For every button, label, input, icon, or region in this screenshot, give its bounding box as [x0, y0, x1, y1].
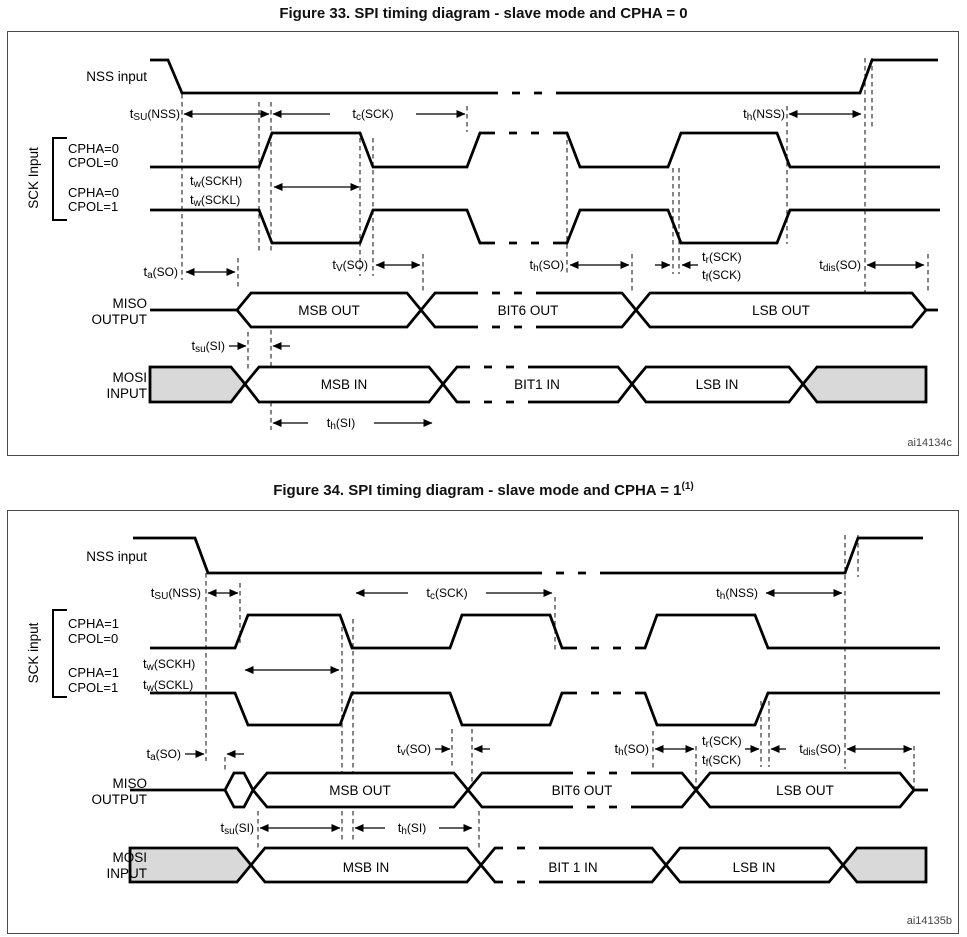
fig33-mosi-label-2: INPUT [106, 386, 147, 401]
fig34-mode-cpol0: CPOL=0 [68, 631, 119, 646]
fig33-watermark: ai14134c [907, 437, 952, 449]
fig33-mosi-label-1: MOSI [112, 370, 147, 385]
fig34-mode-cpha1a: CPHA=1 [68, 616, 119, 631]
fig33-miso-bit6-out: BIT6 OUT [497, 303, 559, 318]
fig34-nss-label: NSS input [86, 549, 147, 564]
fig33-mosi-bit1-in: BIT1 IN [514, 377, 560, 392]
fig34-watermark: ai14135b [906, 915, 952, 927]
fig33-tf-sck-label: tf(SCK) [702, 267, 742, 284]
fig34-miso-bit6-out: BIT6 OUT [551, 783, 613, 798]
fig34-tdis-so-label: tdis(SO) [799, 741, 841, 758]
fig34-mosi-lsb-in: LSB IN [732, 860, 776, 875]
fig33-mosi-msb-in: MSB IN [320, 377, 368, 392]
fig33-sck-bracket [53, 138, 67, 220]
figure33-diagram [8, 32, 958, 455]
fig33-nss-waveform [150, 60, 938, 93]
fig34-sck-group-label: SCK input [26, 622, 41, 684]
fig33-tsu-si-label: tsu(SI) [191, 338, 225, 355]
fig33-miso-label-2: OUTPUT [91, 312, 147, 327]
fig34-tsu-si-label: tsu(SI) [220, 820, 254, 837]
fig34-tf-sck-label: tf(SCK) [702, 752, 742, 769]
figure33-box [7, 31, 959, 456]
fig33-ta-so-label: ta(SO) [143, 264, 178, 281]
fig34-miso-lsb-out: LSB OUT [776, 783, 834, 798]
figure34-title-text: Figure 34. SPI timing diagram - slave mode and CPHA = 1 [273, 482, 682, 499]
fig33-mode-cpol1: CPOL=1 [68, 199, 119, 214]
fig34-tc-sck-label: tc(SCK) [426, 585, 468, 602]
fig34-mosi-bit1-in: BIT 1 IN [548, 860, 598, 875]
fig33-tc-sck-label: tc(SCK) [352, 106, 394, 123]
fig34-tsu-nss-label: tSU(NSS) [150, 585, 201, 602]
fig33-mosi-lsb-in: LSB IN [695, 377, 739, 392]
fig34-tr-sck-label: tr(SCK) [702, 733, 742, 750]
fig34-mosi-label-2: INPUT [106, 866, 147, 881]
fig34-miso-label-2: OUTPUT [91, 792, 147, 807]
fig34-tv-so-label: tv(SO) [397, 741, 431, 758]
fig33-mode-cpha0b: CPHA=0 [68, 185, 119, 200]
fig34-sck-cpol0-waveform [150, 615, 940, 648]
fig33-miso-label-1: MISO [112, 296, 147, 311]
fig33-sck-cpol1-waveform [150, 210, 940, 243]
fig34-mosi-msb-in: MSB IN [342, 860, 390, 875]
fig33-mode-cpol0: CPOL=0 [68, 155, 119, 170]
fig34-th-so-label: th(SO) [614, 741, 649, 758]
fig34-nss-waveform [133, 538, 923, 573]
fig34-ta-so-label: ta(SO) [146, 746, 181, 763]
figure34-diagram [8, 511, 958, 933]
fig34-sck-cpol1-waveform [150, 693, 940, 725]
fig33-miso-lsb-out: LSB OUT [752, 303, 810, 318]
fig33-tsu-nss-label: tSU(NSS) [129, 106, 180, 123]
fig33-th-nss-label: th(NSS) [743, 106, 785, 123]
fig34-tw-sckh-label: tw(SCKH) [143, 656, 196, 673]
fig33-break-marks [470, 89, 556, 407]
figure33-title-text: Figure 33. SPI timing diagram - slave mode and CPHA = 0 [279, 5, 688, 22]
figure34-title-footnote: (1) [681, 481, 694, 492]
fig34-sck-bracket [53, 610, 67, 697]
figure34-box [7, 510, 959, 934]
fig33-th-si-label: th(SI) [326, 415, 356, 432]
fig33-tr-sck-label: tr(SCK) [702, 249, 742, 266]
fig34-miso-label-1: MISO [112, 776, 147, 791]
fig33-tv-so-label: tV(SO) [332, 257, 368, 274]
fig34-mosi-bus [130, 848, 926, 882]
fig33-sck-cpol0-waveform [150, 133, 940, 167]
fig33-tdis-so-label: tdis(SO) [819, 257, 861, 274]
figure34-title [0, 481, 967, 499]
fig33-tw-sckh-label: tw(SCKH) [190, 173, 243, 190]
fig33-sck-group-label: SCK Input [26, 147, 41, 209]
fig33-mode-cpha0a: CPHA=0 [68, 141, 119, 156]
fig33-nss-label: NSS input [86, 69, 147, 84]
fig34-mode-cpha1b: CPHA=1 [68, 665, 119, 680]
figure33-title [0, 5, 967, 22]
fig34-mosi-label-1: MOSI [112, 850, 147, 865]
fig34-mode-cpol1: CPOL=1 [68, 680, 119, 695]
fig34-th-si-label: th(SI) [397, 820, 427, 837]
fig34-tw-sckl-label: tw(SCKL) [143, 677, 194, 694]
fig34-th-nss-label: th(NSS) [716, 585, 758, 602]
fig33-th-so-label: th(SO) [529, 257, 564, 274]
fig33-tw-sckl-label: tw(SCKL) [190, 192, 241, 209]
fig34-miso-msb-out: MSB OUT [329, 783, 391, 798]
fig33-miso-msb-out: MSB OUT [298, 303, 360, 318]
